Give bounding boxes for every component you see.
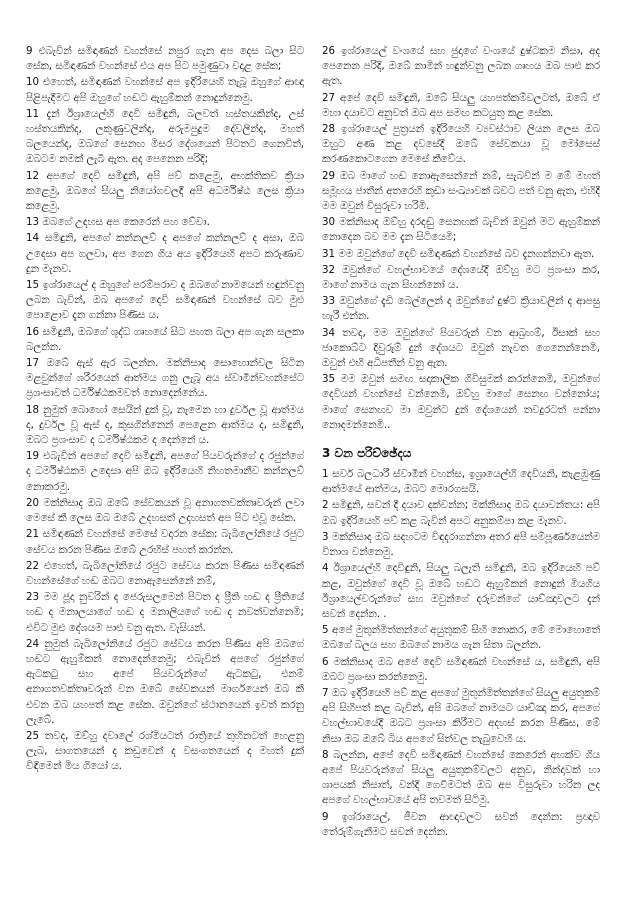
verse-paragraph: 22 එහෙත්, බැබිලෝනියේ රජුට සේවය කරන පිණිස සමිඳාණන් වහන්සේගේ හඬ ඔබට නොඇසෙන්නේ නම්, — [26, 559, 304, 587]
chapter-heading: 3 වන පරිච්ඡේදය — [322, 446, 412, 461]
right-column — [322, 44, 600, 862]
verse-paragraph: 35 මම ඔවුන් සමඟ සදාකාලික ගිවිසුමක් කරන්නෙමි, ඔවුන්ගේ දෙවියන් වහන්සේ වන්නෙමි, ඔව්හු මාගේ සෙනඟ වන්නෝය; මාගේ සෙනඟව මා ඔවුන්ට දුන් දේශයෙන් තවදුරටත් පන්නා නොදමන්නෙමි.. — [322, 373, 600, 431]
verse-paragraph: 7 ඔබ ඉදිරියෙහි පව් කළ අපගේ මුතුන්මිත්තන්ගේ සියලු අයුතුකම් අපි සිහිපත් කළ බැවින්, අපි ඔබගේ නාමයට යාච්ඤා කර, අපගේ වහල්භාවයේදී ඔබට ප්‍රශංසා කිරීමට අදහස් කරන පිණිස, මේ නිසා ඔබ ඔබේ බිය අපගේ සිත්වල තැබුවෙහි ය. — [322, 686, 600, 745]
verse-paragraph: 2 සමිඳුනි, සවන් දී දයාව දක්වන්න; මක්නිසාද ඔබ දයාවන්තය: අපි ඔබ ඉදිරියෙහි පව් කළ බැවින් අපට අනුකම්පා කළ මැනව. — [322, 499, 600, 527]
verse-paragraph: 16 සමිඳුනි, ඔබගේ ශුද්ධ ගෘහයේ සිට පහත බලා අප ගැන සලකා බලන්න. — [26, 325, 304, 353]
verse-paragraph: 28 ඉශ්රායෙල් පුත්‍රයන් ඉදිරියෙහි ව්‍යවස්ථාව ලියන ලෙස ඔබ ඔහුට අණ කළ දවසේදී ඔබේ සේවකයා වූ මෝසෙස් කරණකොටගෙන මෙසේ කීවේය. — [322, 123, 600, 166]
verse-paragraph: 20 මක්නිසාද ඔබ ඔබේ සේවකයන් වූ අනාගතවක්තෘවරුන් ලවා මෙසේ කී ලෙස ඔබ ඔබේ උදහසත් උදහසත් අප පිට එවූ සේක. — [26, 496, 304, 525]
verse-paragraph: 6 මක්නිසාද ඔබ අපේ දෙවි සමිඳාණන් වහන්සේ ය, සමිඳුනි, අපි ඔබට ප්‍රශංසා කරන්නෙමු. — [322, 655, 600, 683]
verse-paragraph: 15 ඉශ්රායෙල් ද ඔහුගේ පරම්පරාව ද ඔබගේ නාමයෙන් හඳුන්වනු ලබන බැවින්, ඔබ අපගේ දෙවි සමිඳාණන් වහන්සේ බව මුළු පොළොව දැන ගන්නා පිණිස ය. — [26, 279, 304, 322]
verse-paragraph: 4 ඊශ්‍රායෙල්හි දෙවිඳුනි, සියලු බලැති සමිඳුනි, ඔබ ඉදිරියෙහි පව් කළ, ඔවුන්ගේ දෙවි වූ ඔබේ හඬට ඇහුම්කන් නොදුන් මියගිය ඊශ්‍රායෙල්වරුන්ගේ සහ ඔවුන්ගේ දරුවන්ගේ යාච්ඤාවලට දැන් සවන් දෙන්න. . — [322, 562, 600, 620]
verse-paragraph: 5 අපේ මුතුන්මිත්තන්ගේ අයුතුකම් සිහි නොකර, මේ මොහොතේ ඔබගේ බලය සහ ඔබගේ නාමය ගැන සිතා බලන්න. — [322, 624, 600, 652]
verse-paragraph: 9 ඉශ්රායෙල්, ජීවන ආඥාවලට සවන් දෙන්න: ප්‍රඥාව තේරුම්ගැනීමට සවන් දෙන්න. — [322, 810, 600, 838]
verse-paragraph: 25 තවද, ඔව්හු දවාලේ රශ්මියටත් රාත්‍රියේ තුහිනටත් හෙළනු ලැබ, සාගතයෙන් ද කඩුවෙන් ද වසංගතයෙන් ද මහත් දුක් විඳිමෙන් මිය ගියෝ ය. — [26, 729, 304, 773]
verse-paragraph: 24 නුමුත් බැබිලෝනියේ රජුට සේවය කරන පිණිස අපි ඔබගේ හඬට ඇහුම්කන් නොදෙන්නෙමු; එබැවින් අපගේ රජුන්ගේ ඇටකටු සහ අපේ පියවරුන්ගේ ඇටකටු, එනම් අනාගතවක්තෘවරුන් වන ඔබේ සේවකයන් මාර්ගයෙන් ඔබ කී එවන ඔබ යහපත් කළ සේක. ඔවුන්ගේ ස්ථානයෙන් ඉවත් කරනු ලැබේ. — [26, 637, 304, 726]
verse-paragraph: 3 මක්නිසාද ඔබ සදහටම විඳදරාගන්නා අතර අපි සම්පූර්ණයෙන්ම විනාශ වන්නෙමු. — [322, 530, 600, 559]
verse-paragraph: 19 එබැවින් අපගේ දෙවි සමිඳුනි, අපගේ පියවරුන්ගේ ද රජුන්ගේ ද ධර්මිෂ්ඨකම උදෙසා අපි ඔබ ඉදිරියෙහි නිහතමානීව කන්නලව් නොකරමු. — [26, 450, 304, 493]
right-column-bottom — [322, 467, 600, 840]
verse-paragraph: 27 අපේ දෙවි සමිඳුනි, ඔබේ සියලු යහපත්කම්වලටත්, ඔබේ ඒ මහා දයාවට අනුවත් ඔබ අප සමඟ කටයුතු කළ සේක. — [322, 91, 600, 119]
verse-paragraph: 9 එබැවින් සමිඳාණන් වහන්සේ නපුර ගැන අප දෙස බලා සිට සේක, සමිඳාණන් වහන්සේ එය අප පිට පමුණුවා වදාළ සේක; — [26, 45, 304, 73]
verse-paragraph: 1 සර්ව බලධාරී ස්වාමීන් වහන්ස, ඉශ්‍රායෙල්හි දෙවියනි, කැළඹුණු ආත්මයේ ආත්මය, ඔබට මොරගසයි. — [322, 468, 600, 496]
two-column-layout — [26, 44, 600, 862]
verse-paragraph: 14 සමිඳුනි, අපගේ කන්නලව් ද අපගේ කන්නලව් ද අසා, ඔබ උදෙසා අප ගලවා, අප ගෙන ගිය අය ඉදිරියෙහි අපට කරුණාව දුන මැනව. — [26, 232, 304, 275]
verse-paragraph: 34 තවද, මම ඔවුන්ගේ පියවරුන් වන ආබ්‍රහම්, ඊසාක් සහ ජාකොබ්ට දිවුරුම් දුන් දේශයට ඔවුන් නැවත ගෙනෙන්නෙමි, ඔවුන් එහි අධිපතීන් වනු ඇත. — [322, 326, 600, 370]
verse-paragraph: 18 නුමුත් බොහෝ සෙයින් දුක් වූ, නැමෙන හා දුර්වල වූ ආත්මය ද, දුර්වල වූ ඇස් ද, කුසගින්නෙන් පෙළෙන ආත්මය ද, සමිඳුනි, ඔබට ප්‍රශංසාව ද ධර්මිෂ්ඨකම ද දෙන්නේ ය. — [26, 403, 304, 447]
left-column — [26, 44, 304, 862]
verse-paragraph: 26 ඉශ්රායෙල් වංශයේ සහ ජුදාගේ වංශයේ දුෂ්ටකම නිසා, අද පෙනෙන පරිදි, ඔබේ නාමින් හඳුන්වනු ලබන ගෘහය ඔබ පාළු කර ඇත. — [322, 45, 600, 88]
verse-paragraph: 10 එහෙත්, සමිඳාණන් වහන්සේ අප ඉදිරියෙහි තැබූ ඔහුගේ ආඥා පිළිපැදීමට අපි ඔහුගේ හඬට ඇහුම්කන් නොදුන්නෙමු. — [26, 76, 304, 104]
verse-paragraph: 33 ඔවුන්ගේ දැඩි බෙල්ලෙන් ද ඔවුන්ගේ දුෂ්ට ක්‍රියාවලින් ද ආපසු හැරී එන්න. — [322, 295, 600, 323]
verse-paragraph: 29 ඔබ මාගේ හඬ නොඇසෙන්නේ නම්, සැබවින් ම මේ මහත් සමූහය ජාතීන් අතරෙහි කුඩා සංඛ්‍යාවක් බවට පත් වනු ඇත, එහිදී මම ඔවුන් විසුරුවා හරිමි. — [322, 169, 600, 213]
verse-paragraph: 13 ඔබගේ උදහස අප කෙරෙන් පහ වේවා. — [26, 216, 210, 229]
right-column-top — [322, 44, 600, 433]
verse-paragraph: 8 බලන්න, අපේ දෙවි සමිඳාණන් වහන්සේ කෙරෙන් අහක්ව ගිය අපේ පියවරුන්ගේ සියලු අයුතුකම්වලට අනුව, නින්දාවක් හා ශාපයක් නිසාත්, වන්දි ගෙවීමටත් ඔබ අප විසුරුවා හරින ලද අපගේ වහල්භාවයේ අපි තවමත් සිටිමු. — [322, 748, 600, 807]
verse-paragraph: 31 මම ඔවුන්ගේ දෙවි සමිඳාණන් වහන්සේ බව දැනගන්නවා ඇත. — [322, 247, 595, 260]
verse-paragraph: 12 අපගේ දෙවි සමිඳුනි, අපි පව් කළෙමු, අභක්තිකව ක්‍රියා කළෙමු, ඔබගේ සියලු නියෝගවලදී අපි අධර්මිෂ්ඨ ලෙස ක්‍රියා කළෙමු. — [26, 169, 304, 213]
verse-paragraph: 11 දැන් ඊශ්‍රායෙල්හි දෙවි සමිඳුනි, බලවත් හස්තයකින්ද, උස් හස්තයකින්ද, ලකුණුවලින්ද, අරුමපුදුම දේවලින්ද, මහත් බලයෙන්ද, ඔබගේ සෙනඟ මිසර දේශයෙන් පිටතට ගෙනවිත්, ඔබටම නමක් ලැබී ඇත. අද පෙනෙන පරිදි; — [26, 107, 304, 166]
verse-paragraph: 17 ඔබේ ඇස් ඇර බලන්න. මක්නිසාද සොහොන්වල සිටින මළවුන්ගේ ශරීරයෙන් ආත්මය ගනු ලැබූ අය ස්වාමීන්වහන්සේට ප්‍රශංසාවත් ධර්මිෂ්ඨකමවත් නොදෙන්නේය. — [26, 357, 304, 400]
verse-paragraph: 32 ඔවුන්ගේ වහල්භාවයේ දේශයේදී ඔව්හු මට ප්‍රශංසා කර, මාගේ නාමය ගැන සිහන්නෝ ය. — [322, 263, 600, 292]
verse-paragraph: 23 මම ජූදා නුවරින් ද ජෙරුසලමෙන් පිටත ද ප්‍රීති හඬ ද ප්‍රීතියේ හඬ ද මනාලයාගේ හඬ ද මනාලියගේ හඬ ද නවත්වන්නෙමි; එවිට මුළු දේශයම පාළු වනු ඇත. වැසියන්. — [26, 591, 304, 634]
verse-paragraph: 30 මක්නිසාද ඔව්හු දරදඬු සෙනඟක් බැවින් ඔවුන් මට ඇහුම්කන් නොදෙන බව මම දැන සිටියෙමි; — [322, 216, 600, 244]
verse-paragraph: 21 සමිඳාණන් වහන්සේ මෙසේ වදාරන සේක: බැබිලෝනියේ රජුට සේවය කරන පිණිස ඔබේ උරහිස් පහත් කරන්න. — [26, 528, 304, 556]
